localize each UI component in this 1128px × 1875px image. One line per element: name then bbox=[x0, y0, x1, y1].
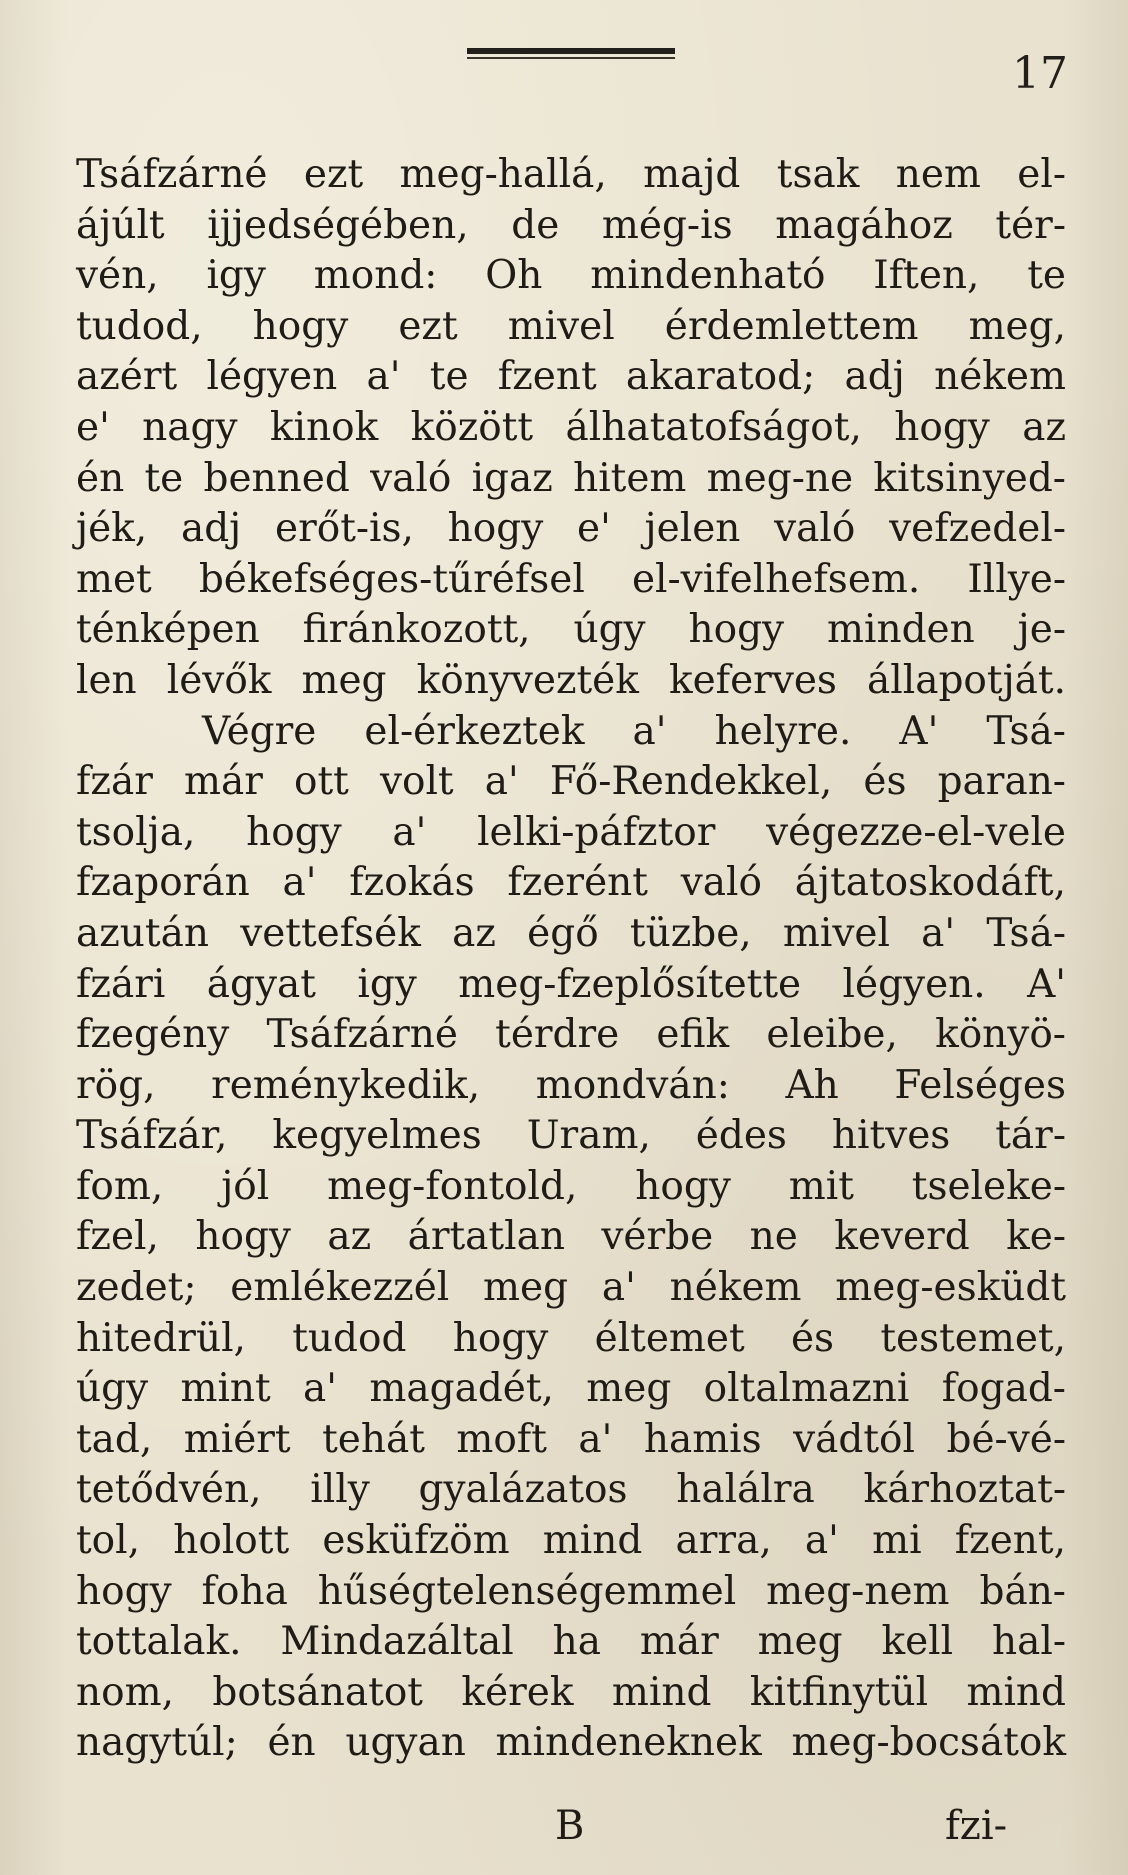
text-line: fzaporán a' fzokás fzerént való ájtatoskodáft, bbox=[76, 860, 1066, 906]
catchword: fzi- bbox=[945, 1803, 1008, 1849]
text-line: Tsáfzár, kegyelmes Uram, édes hitves tár- bbox=[76, 1113, 1066, 1159]
header-rule-thick bbox=[467, 48, 675, 54]
text-line: hogy foha hűségtelenségemmel meg-nem bán- bbox=[76, 1568, 1066, 1614]
text-line: Tsáfzárné ezt meg-hallá, majd tsak nem el- bbox=[76, 152, 1066, 197]
text-line: e' nagy kinok között álhatatofságot, hogy az bbox=[76, 404, 1066, 450]
text-line: én te benned való igaz hitem meg-ne kitsinyed- bbox=[76, 455, 1066, 501]
page-number: 17 bbox=[1012, 48, 1068, 99]
text-line: ténképen firánkozott, úgy hogy minden je- bbox=[76, 607, 1066, 653]
text-line: ájúlt ijjedségében, de még-is magához tér- bbox=[76, 202, 1066, 248]
text-line: úgy mint a' magadét, meg oltalmazni fogad- bbox=[76, 1366, 1066, 1412]
text-line: zedet; emlékezzél meg a' nékem meg-esküdt bbox=[76, 1265, 1066, 1311]
text-line: fom, jól meg-fontold, hogy mit tseleke- bbox=[76, 1163, 1066, 1209]
text-line: tol, holott esküfzöm mind arra, a' mi fzent, bbox=[76, 1518, 1066, 1564]
text-line: fzár már ott volt a' Fő-Rendekkel, és paran- bbox=[76, 759, 1066, 805]
text-line: azért légyen a' te fzent akaratod; adj nékem bbox=[76, 354, 1066, 400]
text-line: len lévők meg könyvezték keferves állapotját. bbox=[76, 657, 1066, 703]
body-text bbox=[76, 150, 1066, 1769]
text-line: rög, reménykedik, mondván: Ah Felséges bbox=[76, 1062, 1066, 1108]
text-line: jék, adj erőt-is, hogy e' jelen való vefzedel- bbox=[76, 506, 1066, 552]
text-line: tad, miért tehát moft a' hamis vádtól bé-vé- bbox=[76, 1416, 1066, 1462]
text-line: nom, botsánatot kérek mind kitfinytül mind bbox=[76, 1669, 1066, 1715]
text-line: hitedrül, tudod hogy éltemet és testemet, bbox=[76, 1315, 1066, 1361]
text-line: fzel, hogy az ártatlan vérbe ne keverd ke- bbox=[76, 1214, 1066, 1260]
text-line: azután vettefsék az égő tüzbe, mivel a' Tsá- bbox=[76, 910, 1066, 956]
text-line: nagytúl; én ugyan mindeneknek meg-bocsátok bbox=[76, 1720, 1066, 1766]
paragraph-start-line: Végre el-érkeztek a' helyre. A' Tsá- bbox=[202, 708, 1066, 754]
text-line: met békefséges-tűréfsel el-vifelhefsem. Illye- bbox=[76, 556, 1066, 602]
page-footer bbox=[0, 1796, 1128, 1856]
text-line: tudod, hogy ezt mivel érdemlettem meg, bbox=[76, 303, 1066, 349]
text-line: tottalak. Mindazáltal ha már meg kell hal- bbox=[76, 1619, 1066, 1665]
text-line: fzegény Tsáfzárné térdre efik eleibe, könyö- bbox=[76, 1012, 1066, 1058]
text-line: tetődvén, illy gyalázatos halálra kárhoztat- bbox=[76, 1467, 1066, 1513]
text-line: tsolja, hogy a' lelki-páfztor végezze-el-vele bbox=[76, 809, 1066, 855]
signature-mark: B bbox=[555, 1803, 585, 1849]
header-rule bbox=[467, 46, 675, 62]
header-rule-thin bbox=[467, 57, 675, 59]
text-line: fzári ágyat igy meg-fzeplősítette légyen. A' bbox=[76, 961, 1066, 1007]
text-line: vén, igy mond: Oh mindenható Iften, te bbox=[76, 253, 1066, 299]
